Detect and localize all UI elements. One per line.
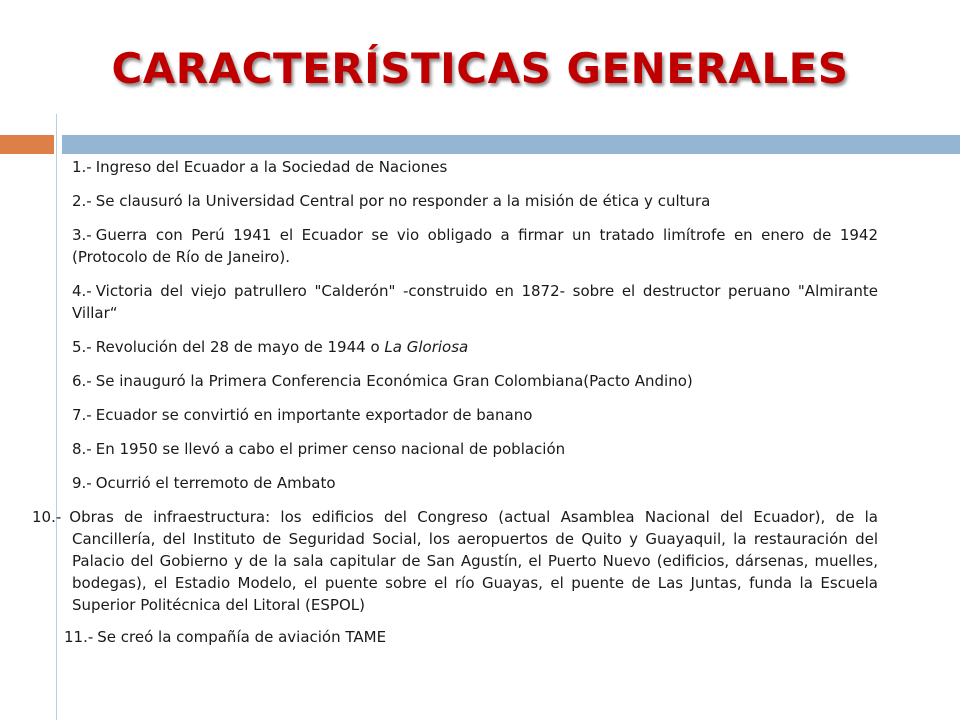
item-number: 9.- bbox=[72, 474, 92, 492]
accent-bar-orange bbox=[0, 135, 54, 154]
list-item bbox=[52, 190, 878, 212]
item-text: Guerra con Perú 1941 el Ecuador se vio obligado a firmar un tratado limítrofe en enero de 1942 (Protocolo de Río de Janeiro). bbox=[72, 226, 878, 266]
list-item bbox=[52, 156, 878, 178]
item-text: Ecuador se convirtió en importante exportador de banano bbox=[95, 406, 533, 424]
list-item bbox=[52, 336, 878, 358]
item-text: En 1950 se llevó a cabo el primer censo nacional de población bbox=[95, 440, 566, 458]
item-number: 11.- bbox=[64, 628, 94, 646]
accent-bar-blue bbox=[62, 135, 960, 154]
item-text: Ocurrió el terremoto de Ambato bbox=[95, 474, 336, 492]
item-number: 3.- bbox=[72, 226, 92, 244]
list-item bbox=[52, 224, 878, 268]
item-emphasis: La Gloriosa bbox=[384, 338, 469, 356]
slide-title: CARACTERÍSTICAS GENERALES bbox=[111, 44, 849, 93]
item-number: 5.- bbox=[72, 338, 92, 356]
list-item bbox=[52, 370, 878, 392]
item-text: Revolución del 28 de mayo de 1944 o bbox=[95, 338, 380, 356]
characteristics-list bbox=[32, 156, 878, 648]
item-text: Se clausuró la Universidad Central por no responder a la misión de ética y cultura bbox=[95, 192, 711, 210]
list-item bbox=[52, 626, 878, 648]
item-number: 7.- bbox=[72, 406, 92, 424]
list-item bbox=[52, 472, 878, 494]
list-item bbox=[52, 404, 878, 426]
item-number: 1.- bbox=[72, 158, 92, 176]
item-number: 4.- bbox=[72, 282, 92, 300]
list-item bbox=[52, 438, 878, 460]
item-text: Se creó la compañía de aviación TAME bbox=[97, 628, 387, 646]
item-text: Victoria del viejo patrullero "Calderón" -construido en 1872- sobre el destructor peruano "Almirante Villar“ bbox=[72, 282, 878, 322]
list-item bbox=[32, 506, 878, 616]
item-text: Obras de infraestructura: los edificios del Congreso (actual Asamblea Nacional del Ecuador), de la Cancillería, del Instituto de Seguridad Social, los aeropuertos de Quito y Guayaquil, la restauración del Palacio del Gobierno y de la sala capitular de San Agustín, el Puerto Nuevo (edificios, dársenas, muelles, bodegas), el Estadio Modelo, el puente sobre el río Guayas, el puente de Las Juntas, funda la Escuela Superior Politécnica del Litoral (ESPOL) bbox=[69, 508, 878, 614]
item-text: Ingreso del Ecuador a la Sociedad de Naciones bbox=[95, 158, 448, 176]
item-number: 2.- bbox=[72, 192, 92, 210]
item-number: 6.- bbox=[72, 372, 92, 390]
item-number: 8.- bbox=[72, 440, 92, 458]
list-item bbox=[52, 280, 878, 324]
item-number: 10.- bbox=[32, 508, 62, 526]
item-text: Se inauguró la Primera Conferencia Económica Gran Colombiana(Pacto Andino) bbox=[95, 372, 693, 390]
